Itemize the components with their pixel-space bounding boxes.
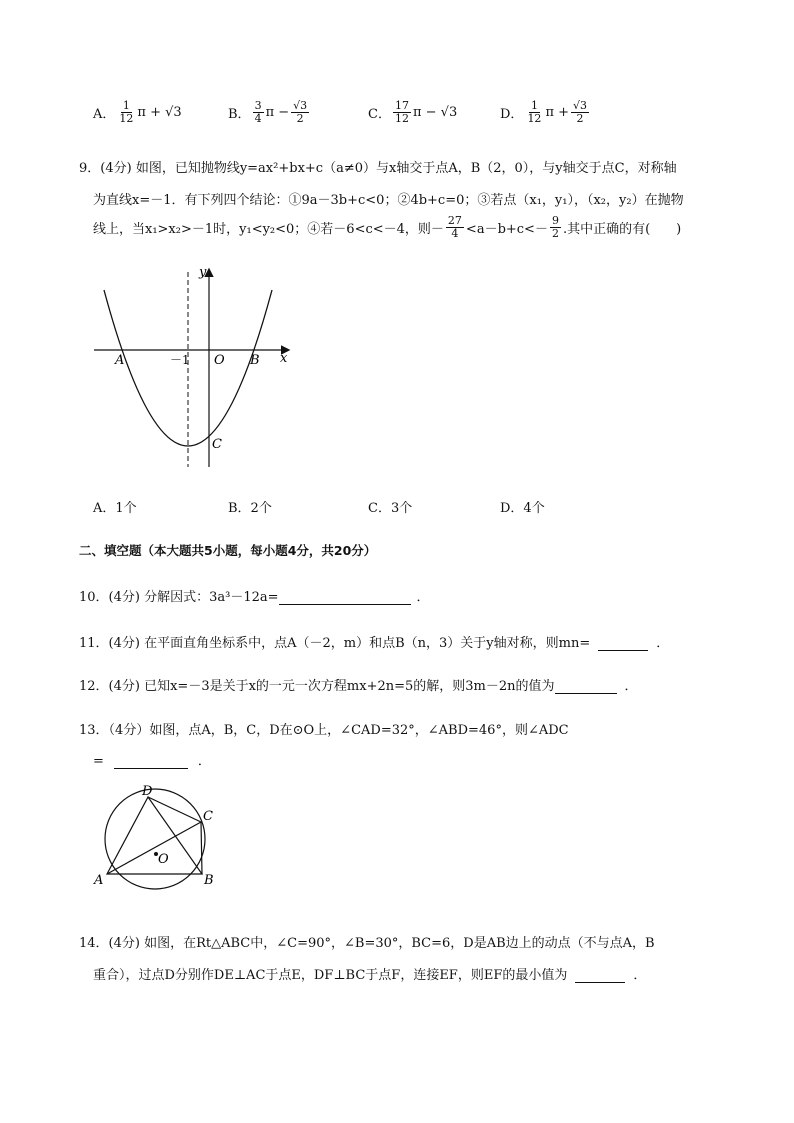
label-a: A bbox=[115, 353, 125, 368]
denominator: 2 bbox=[551, 227, 559, 240]
answer-blank[interactable] bbox=[575, 968, 625, 983]
numerator: √3 bbox=[573, 99, 588, 112]
q8-option-a bbox=[93, 100, 182, 125]
q9-line-3 bbox=[93, 215, 681, 240]
q10-text: 10．(4分) 分解因式：3a³－12a= bbox=[79, 590, 279, 605]
q11-text: 11．(4分) 在平面直角坐标系中，点A（－2，m）和点B（n，3）关于y轴对称，则mn= bbox=[79, 636, 591, 651]
q10 bbox=[79, 586, 430, 605]
q9-line-3-part-a: 线上，当x₁>x₂>－1时，y₁<y₂<0；④若－6<c<－4，则－ bbox=[93, 222, 444, 237]
label-o: O bbox=[158, 852, 169, 867]
q8-option-c bbox=[368, 100, 457, 125]
q9-option-c: C．3个 bbox=[368, 501, 413, 516]
answer-blank[interactable] bbox=[279, 590, 411, 605]
numerator: √3 bbox=[293, 99, 308, 112]
label-o: O bbox=[214, 353, 225, 368]
q13-circle-figure bbox=[92, 785, 222, 897]
q11-end: ． bbox=[656, 636, 670, 651]
answer-blank[interactable] bbox=[598, 636, 648, 651]
denominator: 12 bbox=[394, 112, 409, 125]
q13-equals: = bbox=[93, 754, 104, 769]
numerator: 3 bbox=[254, 99, 262, 112]
option-expression: π + bbox=[545, 105, 570, 120]
label-d: D bbox=[142, 785, 153, 799]
segment-dc bbox=[148, 797, 201, 822]
label-x: x bbox=[280, 351, 288, 366]
fraction bbox=[571, 100, 589, 125]
fraction bbox=[253, 100, 264, 125]
label-y: y bbox=[199, 265, 207, 280]
q14-text: 重合），过点D分别作DE⊥AC于点E，DF⊥BC于点F，连接EF，则EF的最小值为 bbox=[93, 968, 568, 983]
section-heading: 二、填空题（本大题共5小题，每小题4分，共20分） bbox=[79, 543, 377, 558]
q9-line-3-part-b: <a－b+c<－ bbox=[465, 222, 548, 237]
fraction bbox=[550, 215, 561, 240]
q9-option-b: B．2个 bbox=[228, 501, 272, 516]
q9-option-a: A．1个 bbox=[93, 501, 137, 516]
label-a: A bbox=[94, 873, 104, 888]
answer-blank[interactable] bbox=[555, 679, 617, 694]
q9-option-d: D．4个 bbox=[500, 501, 545, 516]
label-c: C bbox=[212, 437, 222, 452]
numerator: 17 bbox=[394, 99, 409, 112]
label-b: B bbox=[250, 353, 260, 368]
numerator: 1 bbox=[530, 99, 538, 112]
fraction bbox=[117, 100, 135, 125]
q10-end: ． bbox=[416, 590, 430, 605]
label-b: B bbox=[204, 873, 214, 888]
segment-cb bbox=[201, 822, 202, 874]
q14-line-2 bbox=[93, 964, 646, 983]
option-label: D． bbox=[500, 107, 524, 122]
option-expression: π − bbox=[265, 105, 290, 120]
answer-blank[interactable] bbox=[114, 754, 188, 769]
option-expression: π + √3 bbox=[137, 105, 182, 120]
numerator: 1 bbox=[122, 99, 130, 112]
denominator: 4 bbox=[254, 112, 262, 125]
triangle-abd bbox=[107, 797, 202, 874]
q13-line-1: 13．（4分）如图，点A，B，C，D在⊙O上，∠CAD=32°，∠ABD=46°，则∠ADC bbox=[79, 723, 569, 738]
option-expression: π − √3 bbox=[412, 105, 458, 120]
q12 bbox=[79, 675, 638, 694]
denominator: 12 bbox=[527, 112, 542, 125]
q9-line-1: 9．(4分) 如图，已知抛物线y=ax²+bx+c（a≠0）与x轴交于点A，B（2，0），与y轴交于点C，对称轴 bbox=[79, 161, 677, 176]
q13-end: ． bbox=[197, 754, 211, 769]
q8-option-d bbox=[500, 100, 591, 125]
fraction bbox=[446, 215, 464, 240]
fraction bbox=[291, 100, 309, 125]
denominator: 2 bbox=[576, 112, 584, 125]
q9-line-2: 为直线x=－1．有下列四个结论：①9a－3b+c<0；②4b+c=0；③若点（x₁，y₁），（x₂，y₂）在抛物 bbox=[93, 193, 684, 208]
numerator: 27 bbox=[447, 214, 462, 227]
q9-parabola-figure bbox=[92, 262, 302, 472]
denominator: 4 bbox=[451, 227, 459, 240]
q12-text: 12．(4分) 已知x=－3是关于x的一元一次方程mx+2n=5的解，则3m－2n的值为 bbox=[79, 679, 555, 694]
option-label: A． bbox=[93, 107, 116, 122]
q13-line-2 bbox=[93, 750, 211, 769]
q14-end: ． bbox=[633, 968, 647, 983]
fraction bbox=[525, 100, 543, 125]
option-label: C． bbox=[368, 107, 391, 122]
q12-end: ． bbox=[624, 679, 638, 694]
q14-line-1: 14．(4分) 如图，在Rt△ABC中，∠C=90°，∠B=30°，BC=6，D是AB边上的动点（不与点A，B bbox=[79, 936, 655, 951]
fraction bbox=[393, 100, 411, 125]
q9-line-3-part-c: .其中正确的有( ) bbox=[562, 222, 682, 237]
option-label: B． bbox=[228, 107, 251, 122]
label-c: C bbox=[203, 809, 213, 824]
label-minus-one: －1 bbox=[170, 353, 190, 367]
numerator: 9 bbox=[551, 214, 559, 227]
q11 bbox=[79, 632, 669, 651]
q8-option-b bbox=[228, 100, 311, 125]
denominator: 2 bbox=[296, 112, 304, 125]
denominator: 12 bbox=[119, 112, 134, 125]
